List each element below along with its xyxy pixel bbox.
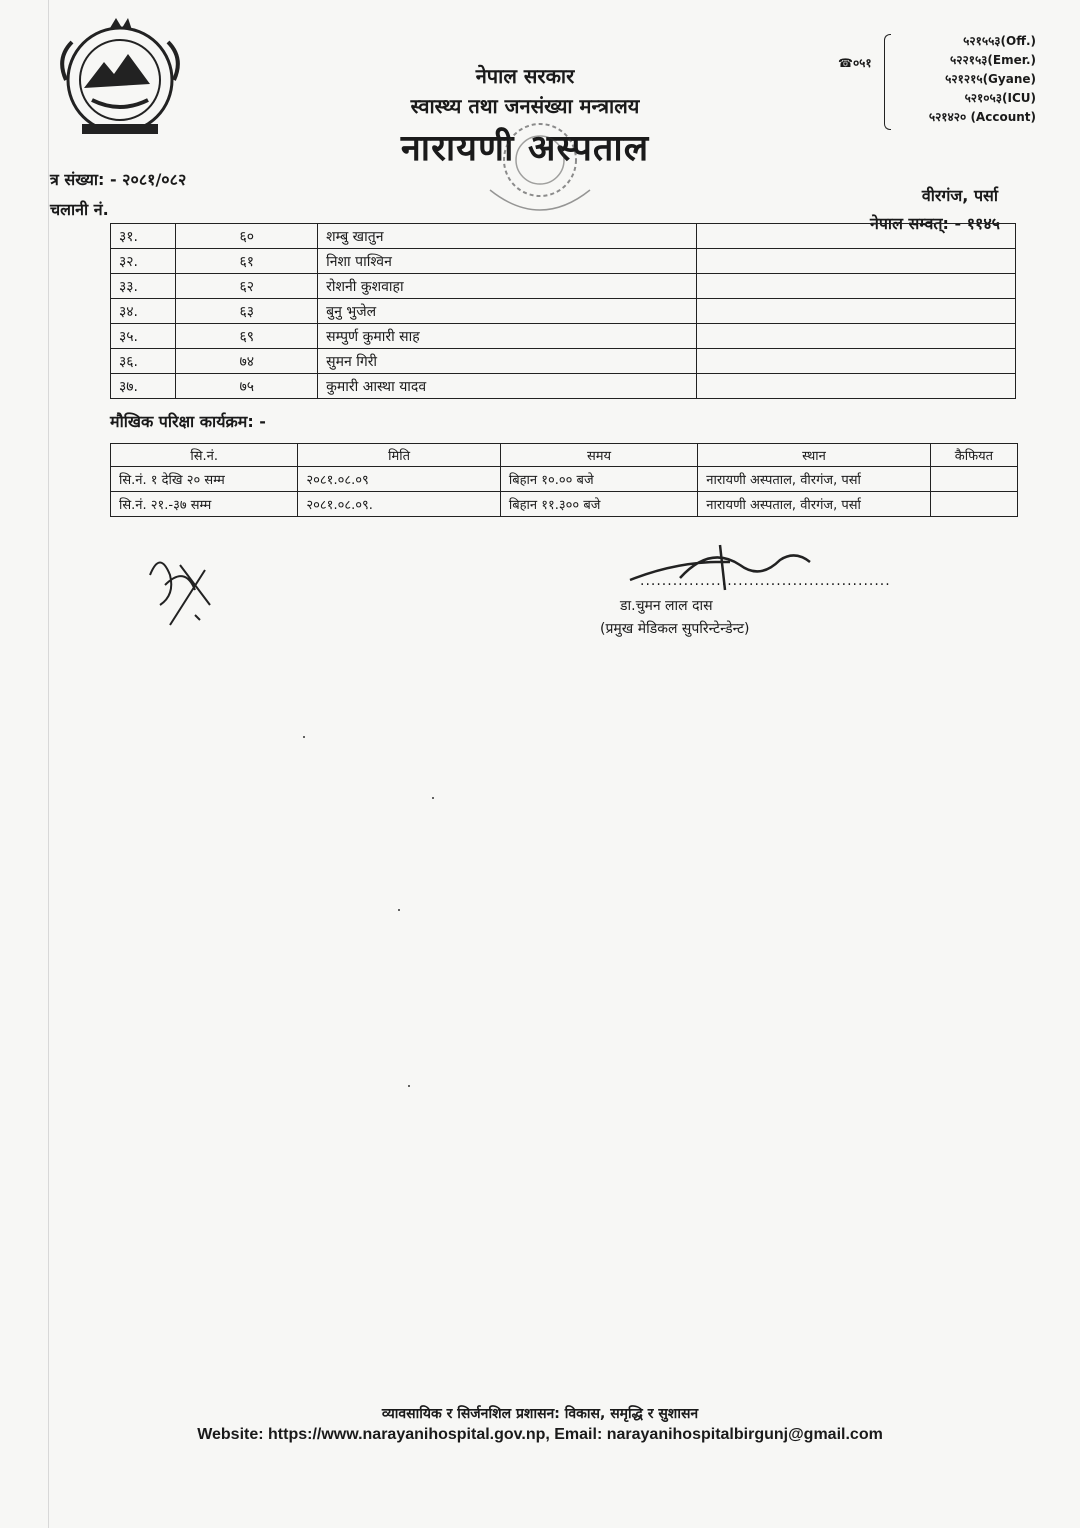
phone-bracket	[884, 34, 891, 130]
roll-cell: ६२	[176, 274, 318, 299]
table-row	[111, 274, 1016, 299]
phone-emergency: ५२२१५३(Emer.)	[949, 53, 1036, 67]
initial-signature	[140, 545, 220, 635]
roll-cell: ६१	[176, 249, 318, 274]
signatory-title: (प्रमुख मेडिकल सुपरिन्टेन्डेन्ट)	[600, 621, 750, 637]
scan-speck	[432, 797, 434, 799]
scan-speck	[398, 909, 400, 911]
roll-cell: ७४	[176, 349, 318, 374]
blank-cell	[697, 349, 1016, 374]
reference-number: त्र संख्या: - २०८१/०८२	[50, 170, 187, 189]
place-cell: नारायणी अस्पताल, वीरगंज, पर्सा	[698, 467, 931, 492]
signatory-name: डा.चुमन लाल दास	[620, 598, 713, 614]
table-row	[111, 224, 1016, 249]
name-cell: निशा पाश्विन	[318, 249, 697, 274]
serial-cell: ३६.	[111, 349, 176, 374]
header-remarks: कैफियत	[930, 444, 1017, 467]
header-time: समय	[500, 444, 697, 467]
scan-speck	[408, 1085, 410, 1087]
blank-cell	[697, 299, 1016, 324]
table-row	[111, 249, 1016, 274]
name-cell: सुमन गिरी	[318, 349, 697, 374]
serial-cell: ३४.	[111, 299, 176, 324]
nepal-sambat-date: नेपाल सम्वत्: - ११४५	[869, 214, 1000, 233]
blank-cell	[697, 374, 1016, 399]
phone-office: ५२१५५३(Off.)	[963, 34, 1036, 48]
blank-cell	[697, 274, 1016, 299]
table-row	[111, 492, 1018, 517]
candidate-table	[110, 223, 1016, 399]
page-edge	[48, 0, 49, 1528]
signature-line: ..............................................	[640, 573, 891, 589]
table-header-row	[111, 444, 1018, 467]
scan-speck	[303, 736, 305, 738]
roll-cell: ६३	[176, 299, 318, 324]
serial-cell: ३३.	[111, 274, 176, 299]
phone-icu: ५२१०५३(ICU)	[964, 91, 1036, 105]
name-cell: बुनु भुजेल	[318, 299, 697, 324]
header-place: स्थान	[698, 444, 931, 467]
serial-cell: ३५.	[111, 324, 176, 349]
place-cell: नारायणी अस्पताल, वीरगंज, पर्सा	[698, 492, 931, 517]
table-row	[111, 324, 1016, 349]
dispatch-number: चलानी नं.	[50, 200, 109, 219]
time-cell: बिहान ११.३०० बजे	[500, 492, 697, 517]
table-row	[111, 349, 1016, 374]
footer-contact: Website: https://www.narayanihospital.gov.np, Email: narayanihospitalbirgunj@gmail.com	[197, 1426, 883, 1443]
blank-cell	[697, 324, 1016, 349]
name-cell: शम्बु खातुन	[318, 224, 697, 249]
name-cell: कुमारी आस्था यादव	[318, 374, 697, 399]
name-cell: रोशनी कुशवाहा	[318, 274, 697, 299]
hospital-title: नारायणी अस्पताल	[400, 128, 650, 169]
government-heading: नेपाल सरकार	[475, 64, 575, 88]
phone-icon: ☎०५१	[838, 56, 872, 70]
roll-cell: ७५	[176, 374, 318, 399]
superintendent-signature	[620, 540, 820, 600]
office-location: वीरगंज, पर्सा	[921, 186, 998, 205]
serial-range-cell: सि.नं. २१.-३७ सम्म	[111, 492, 298, 517]
phone-gyane: ५२१२१५(Gyane)	[945, 72, 1036, 86]
ministry-heading: स्वास्थ्य तथा जनसंख्या मन्त्रालय	[410, 94, 640, 118]
roll-cell: ६०	[176, 224, 318, 249]
remarks-cell	[930, 492, 1017, 517]
date-cell: २०८१.०८.०९.	[298, 492, 500, 517]
table-row	[111, 374, 1016, 399]
footer-slogan: व्यावसायिक र सिर्जनशिल प्रशासन: विकास, समृद्धि र सुशासन	[381, 1406, 699, 1422]
blank-cell	[697, 249, 1016, 274]
phone-account: ५२१४२० (Account)	[928, 110, 1036, 124]
office-stamp	[470, 120, 610, 230]
roll-cell: ६९	[176, 324, 318, 349]
schedule-table	[110, 443, 1018, 517]
remarks-cell	[930, 467, 1017, 492]
date-cell: २०८१.०८.०९	[298, 467, 500, 492]
header-date: मिति	[298, 444, 500, 467]
table-row	[111, 299, 1016, 324]
name-cell: सम्पुर्ण कुमारी साह	[318, 324, 697, 349]
phone-list	[896, 32, 1036, 127]
oral-exam-heading: मौखिक परिक्षा कार्यक्रम: -	[110, 412, 266, 431]
blank-cell	[697, 224, 1016, 249]
serial-cell: ३१.	[111, 224, 176, 249]
serial-range-cell: सि.नं. १ देखि २० सम्म	[111, 467, 298, 492]
table-row	[111, 467, 1018, 492]
serial-cell: ३७.	[111, 374, 176, 399]
serial-cell: ३२.	[111, 249, 176, 274]
header-serial: सि.नं.	[111, 444, 298, 467]
time-cell: बिहान १०.०० बजे	[500, 467, 697, 492]
